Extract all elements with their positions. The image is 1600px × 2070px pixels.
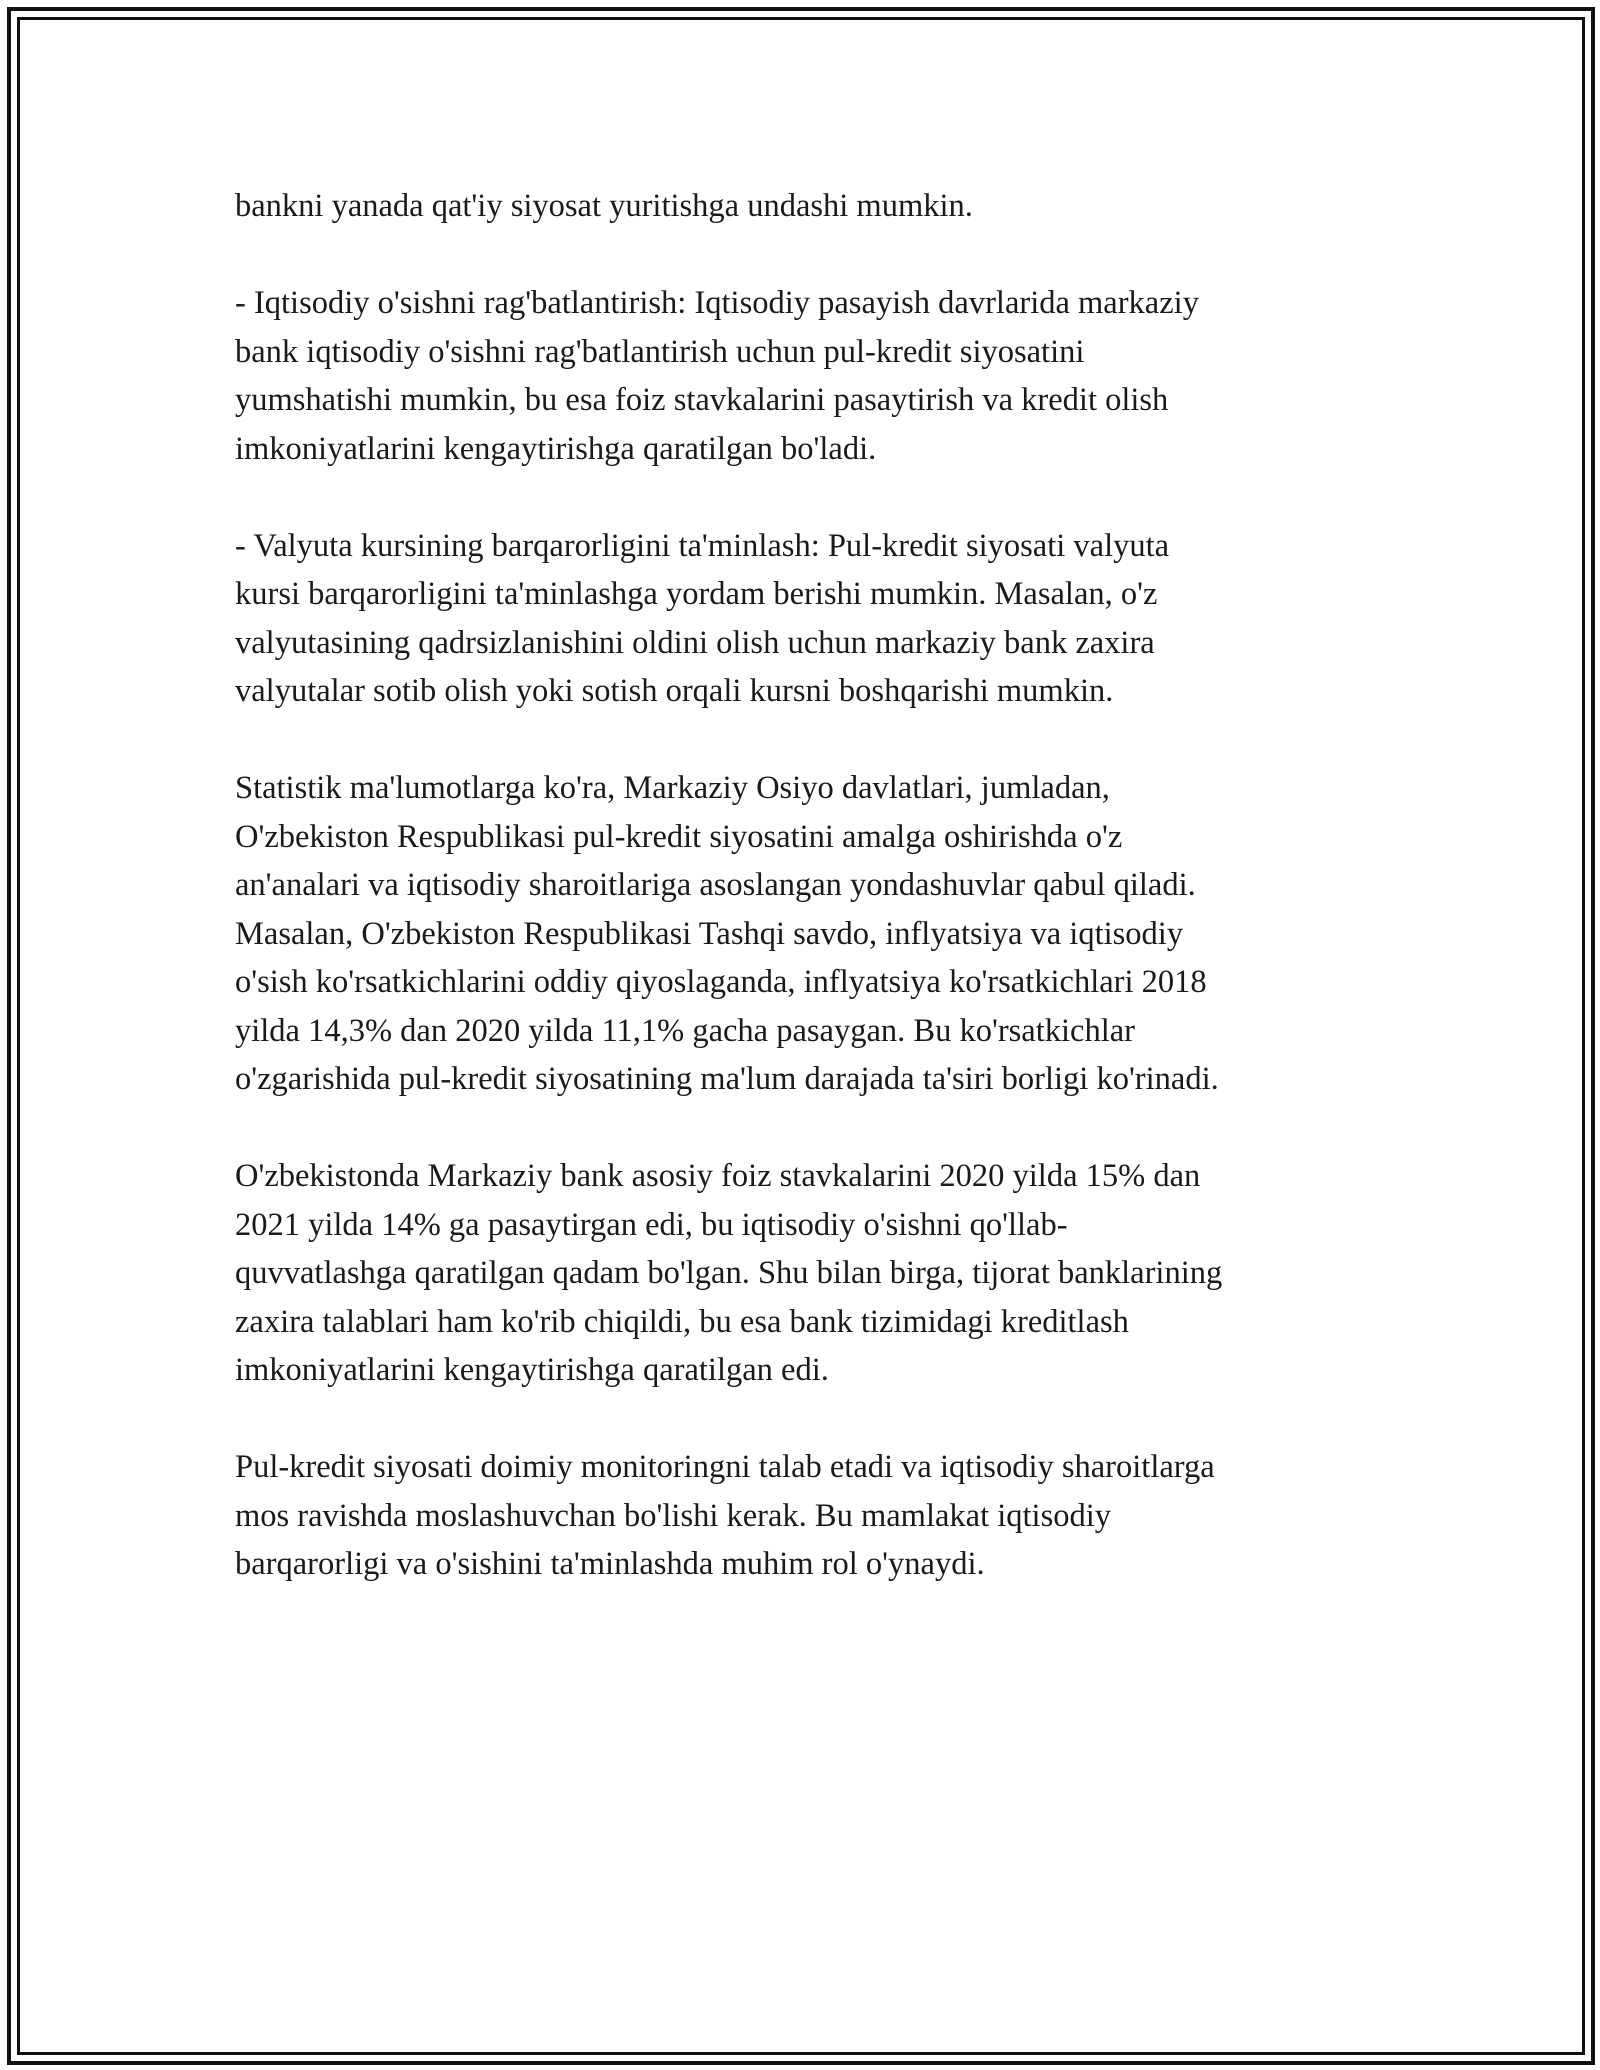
text-line: yumshatishi mumkin, bu esa foiz stavkalarini pasaytirish va kredit olish [235,382,1169,418]
text-line: bank iqtisodiy o'sishni rag'batlantirish uchun pul-kredit siyosatini [235,333,1085,370]
text-line: Statistik ma'lumotlarga ko'ra, Markaziy Osiyo davlatlari, jumladan, [235,770,1110,806]
text-line: o'zgarishida pul-kredit siyosatining ma'lum darajada ta'siri borligi ko'rinadi. [235,1061,1219,1097]
text-line: an'analari va iqtisodiy sharoitlariga asoslangan yondashuvlar qabul qiladi. [235,867,1196,903]
text-line: - Valyuta kursining barqarorligini ta'minlash: Pul-kredit siyosati valyuta [235,527,1170,564]
text-line: - Iqtisodiy o'sishni rag'batlantirish: Iqtisodiy pasayish davrlarida markaziy [235,285,1199,321]
text-line: zaxira talablari ham ko'rib chiqildi, bu esa bank tizimidagi kreditlash [235,1303,1129,1340]
text-line: imkoniyatlarini kengaytirishga qaratilgan edi. [235,1352,829,1388]
text-line: mos ravishda moslashuvchan bo'lishi kerak. Bu mamlakat iqtisodiy [235,1497,1112,1534]
text-line: quvvatlashga qaratilgan qadam bo'lgan. Shu bilan birga, tijorat banklarining [235,1255,1223,1291]
text-line: O'zbekiston Respublikasi pul-kredit siyosatini amalga oshirishda o'z [235,818,1123,855]
paragraph [235,279,1375,473]
paragraph [235,764,1375,1104]
text-line: o'sish ko'rsatkichlarini oddiy qiyoslaganda, inflyatsiya ko'rsatkichlari 2018 [235,964,1207,1000]
text-line: 2021 yilda 14% ga pasaytirgan edi, bu iqtisodiy o'sishni qo'llab- [235,1206,1068,1243]
text-line: kursi barqarorligini ta'minlashga yordam berishi mumkin. Masalan, o'z [235,576,1158,612]
text-line: barqarorligi va o'sishini ta'minlashda muhim rol o'ynaydi. [235,1546,985,1582]
text-line: bankni yanada qat'iy siyosat yuritishga undashi mumkin. [235,188,973,224]
text-line: O'zbekistonda Markaziy bank asosiy foiz stavkalarini 2020 yilda 15% dan [235,1158,1201,1194]
paragraph [235,182,1375,231]
text-line: Masalan, O'zbekiston Respublikasi Tashqi savdo, inflyatsiya va iqtisodiy [235,915,1184,952]
paragraph [235,1152,1375,1395]
document-body [235,182,1375,1637]
text-line: Pul-kredit siyosati doimiy monitoringni talab etadi va iqtisodiy sharoitlarga [235,1449,1215,1485]
text-line: valyutasining qadrsizlanishini oldini olish uchun markaziy bank zaxira [235,624,1155,661]
paragraph [235,1443,1375,1589]
text-line: imkoniyatlarini kengaytirishga qaratilgan bo'ladi. [235,430,877,467]
text-line: valyutalar sotib olish yoki sotish orqali kursni boshqarishi mumkin. [235,673,1114,709]
paragraph [235,522,1375,716]
text-line: yilda 14,3% dan 2020 yilda 11,1% gacha pasaygan. Bu ko'rsatkichlar [235,1012,1135,1049]
